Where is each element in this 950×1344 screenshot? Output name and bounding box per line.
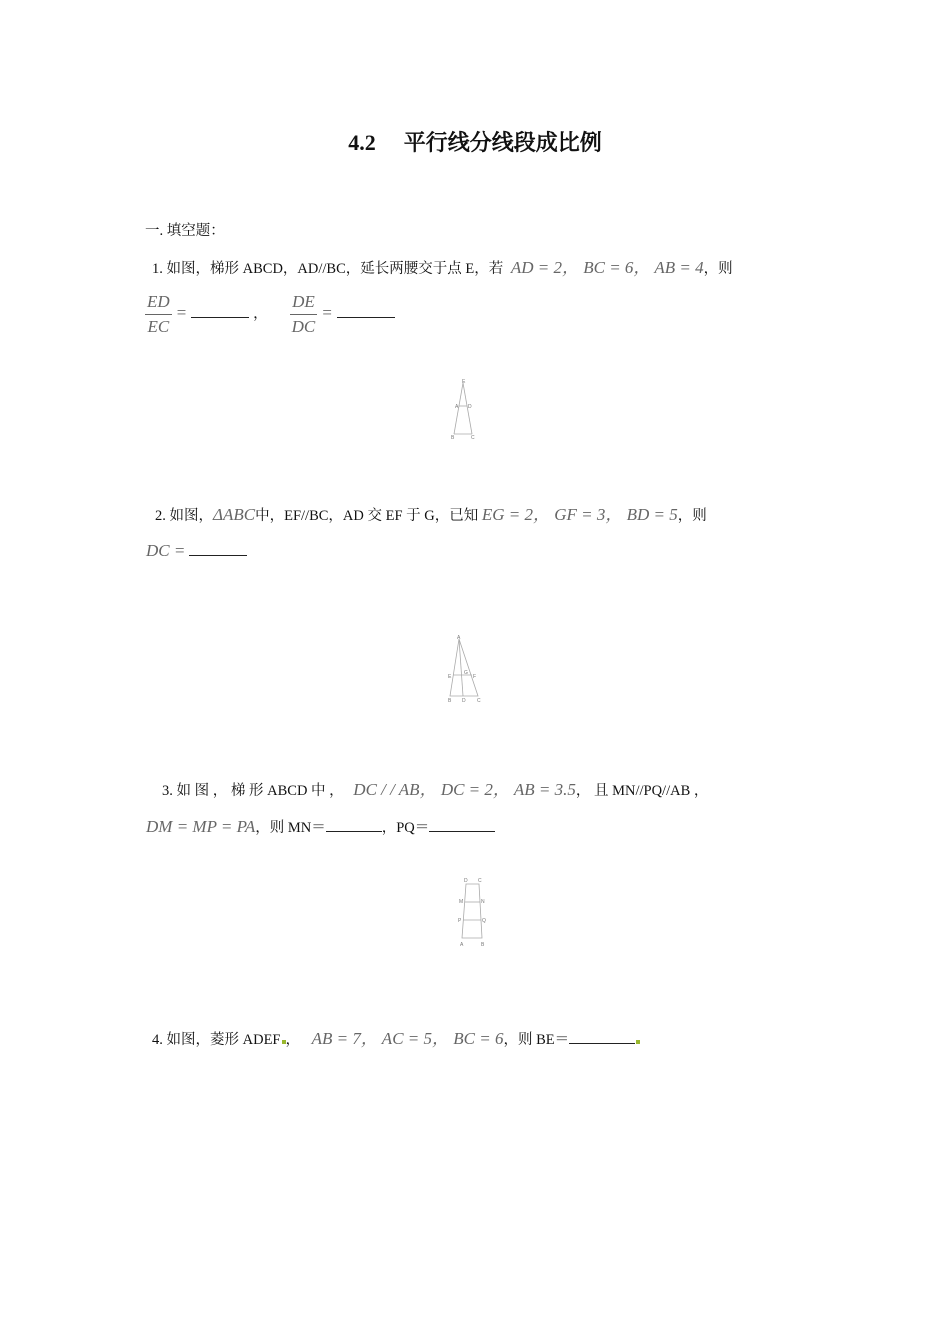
q1-frac2-numerator: DE xyxy=(290,290,318,315)
q3-math: DC / / AB， DC = 2， AB = 3.5 xyxy=(353,780,576,799)
q1-fraction-ed-ec xyxy=(145,290,172,339)
q1-frac1-denominator: EC xyxy=(147,317,170,336)
q3-label-q: Q xyxy=(482,918,486,924)
q3-prefix: 3. 如 图 ， 梯 形 ABCD 中 ， xyxy=(162,783,344,799)
q2-label-b: B xyxy=(448,698,452,704)
q3-line2-text2: ，PQ＝ xyxy=(381,820,430,836)
q2-fig-triangle xyxy=(450,639,478,696)
q1-figure xyxy=(448,378,478,440)
q3-label-m: M xyxy=(459,899,464,905)
title-text: 平行线分线段成比例 xyxy=(403,130,602,155)
page-title xyxy=(0,126,950,157)
q3-line2 xyxy=(146,816,495,837)
q3-tail: ， 且 MN//PQ//AB ， xyxy=(575,783,709,799)
q3-fig-trapezoid xyxy=(462,884,482,938)
q2-answer-blank[interactable] xyxy=(189,554,247,556)
q3-label-p: P xyxy=(458,918,462,924)
question-3 xyxy=(162,775,708,800)
q2-label-a: A xyxy=(457,635,461,641)
q2-label-f: F xyxy=(473,674,477,680)
q3-label-c: C xyxy=(478,878,482,884)
q2-dc: DC = xyxy=(146,541,186,560)
q1-label-a: A xyxy=(455,404,459,410)
q2-figure xyxy=(444,632,484,704)
q2-label-c: C xyxy=(477,698,481,704)
question-4: 4. 如图，菱形 ADEF ， AB = 7， AC = 5， BC = 6，则 BE＝ xyxy=(152,1024,640,1049)
q2-math: EG = 2， GF = 3， BD = 5 xyxy=(481,505,678,524)
q2-label-g: G xyxy=(464,670,468,676)
q2-label-e: E xyxy=(448,674,452,680)
question-1 xyxy=(152,253,733,278)
q1-tail: ，则 xyxy=(703,261,733,277)
q3-figure xyxy=(454,876,494,948)
q1-math: AD = 2， BC = 6， AB = 4 xyxy=(510,258,704,277)
q3-answer-blank-mn[interactable] xyxy=(326,830,382,832)
q3-label-d: D xyxy=(464,878,468,884)
q3-label-b: B xyxy=(481,942,485,948)
q4-mark-2 xyxy=(636,1040,640,1044)
q1-sep: ， xyxy=(253,306,268,323)
q1-label-d: D xyxy=(468,404,472,410)
q2-text: 中，EF//BC，AD 交 EF 于 G，已知 xyxy=(255,508,479,524)
title-number: 4.2 xyxy=(348,130,376,155)
q1-answer-blank-2[interactable] xyxy=(337,316,395,318)
q1-text: 1. 如图，梯形 ABCD，AD//BC，延长两腰交于点 E，若 xyxy=(152,261,504,277)
q2-triangle: ΔABC xyxy=(213,505,256,524)
q4-text: 4. 如图，菱形 ADEF xyxy=(152,1032,281,1048)
q4-answer-blank[interactable] xyxy=(569,1042,635,1044)
q1-frac1-numerator: ED xyxy=(145,290,172,315)
q2-tail: ，则 xyxy=(677,508,707,524)
q4-tail: ，则 BE＝ xyxy=(503,1032,570,1048)
q1-frac2-denominator: DC xyxy=(291,317,316,336)
q1-fraction-de-dc xyxy=(290,290,318,339)
q2-label-d: D xyxy=(462,698,466,704)
question-2 xyxy=(155,500,707,525)
q3-answer-blank-pq[interactable] xyxy=(429,830,495,832)
q1-label-c: C xyxy=(471,435,475,440)
q2-prefix: 2. 如图， xyxy=(155,508,213,524)
q3-line2-text1: ，则 MN＝ xyxy=(255,820,326,836)
q2-line2 xyxy=(146,541,247,561)
q2-fig-ad xyxy=(459,639,463,696)
q3-label-a: A xyxy=(460,942,464,948)
q1-label-e: E xyxy=(462,379,466,385)
q1-label-b: B xyxy=(451,435,455,440)
q3-line2-math: DM = MP = PA xyxy=(146,817,256,836)
q1-eq2: = xyxy=(321,303,333,323)
q1-eq1: = xyxy=(175,303,188,323)
q1-answer-blank-1[interactable] xyxy=(191,316,249,318)
q4-math: AB = 7， AC = 5， BC = 6 xyxy=(311,1029,504,1048)
section-heading: 一. 填空题： xyxy=(145,223,225,239)
q3-label-n: N xyxy=(481,899,485,905)
q1-fractions xyxy=(145,290,395,339)
